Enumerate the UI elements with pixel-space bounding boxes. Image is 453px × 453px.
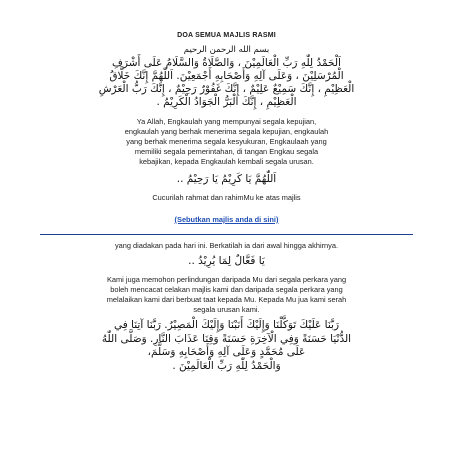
closing-arabic-line: وَالْحَمْدُ لِلّٰهِ رَبِّ الْعَالَمِيْنَ .	[172, 359, 281, 372]
closing-arabic-line: الدُّنْيَا حَسَنَةً وَفِي الْآخِرَةِ حَسَنَةً وَقِنَا عَذَابَ النَّارِ. وَصَلَّى اللّٰهُ	[101, 332, 352, 345]
closing-arabic-block	[80, 319, 373, 373]
invocation-arabic: اَللّٰهُمَّ يَا كَرِيْمُ يَا رَحِيْمُ ..	[176, 173, 277, 185]
protection-malay-line: segala urusan kami.	[193, 305, 260, 314]
protection-malay-line: melalaikan kami dari berbuat taat kepada Mu. Kepada Mu jua kami serah	[106, 295, 347, 304]
bismillah-text: بسم الله الرحمن الرحيم	[183, 45, 270, 55]
protection-malay-line: boleh mencacat celakan majlis kami dan daripada segala perkara yang	[110, 285, 343, 294]
opening-arabic-line: الْعَظِيْمِ ، إِنَّكَ الْبَرُّ الْجَوَادُ الْكَرِيْمُ .	[156, 96, 297, 108]
document-title: DOA SEMUA MAJLIS RASMI	[177, 32, 276, 39]
opening-malay-line: engkaulah yang berhak menerima segala kepujian, engkaulah	[124, 127, 329, 136]
opening-arabic-line: اَلْحَمْدُ لِلّٰهِ رَبِّ الْعَالَمِيْنَ ، وَالصَّلَاةُ وَالسَّلَامُ عَلَى أَشْرَفِ	[112, 57, 341, 69]
opening-malay-line: kebajikan, kepada Engkaulah kembali segala urusan.	[139, 157, 314, 166]
fill-in-label[interactable]: (Sebutkan majlis anda di sini)	[174, 215, 279, 224]
closing-arabic-line: رَبَّنَا عَلَيْكَ تَوَكَّلْنَا وَإِلَيْكَ أَنَبْنَا وَإِلَيْكَ الْمَصِيْرُ. رَبَّنَا آتِنَا فِي	[113, 319, 340, 331]
closing-arabic-line: عَلَى مُحَمَّدٍ وَعَلَى آلِهِ وَأَصْحَابِهِ وَسَلَّمَ،	[147, 346, 306, 358]
protection-malay-translation	[80, 275, 373, 315]
divider-line	[40, 234, 413, 235]
opening-malay-line: memiliki segala pemerintahan, di tangan Engkau segala	[134, 147, 319, 156]
invocation-malay: Cucurilah rahmat dan rahimMu ke atas majlis	[152, 193, 301, 202]
event-malay: yang diadakan pada hari ini. Berkatilah ia dari awal hingga akhirnya.	[114, 241, 339, 250]
opening-malay-translation	[80, 117, 373, 167]
opening-arabic-line: الْعَظِيْمِ ، إِنَّكَ سَمِيْعٌ عَلِيْمٌ ، إِنَّكَ غَفُوْرٌ رَحِيْمٌ ، إِنَّكَ رَبُّ الْعَرْشِ	[98, 83, 355, 95]
opening-malay-line: yang berhak menerima segala kesyukuran, Engkaulaah yang	[126, 137, 327, 146]
opening-malay-line: Ya Allah, Engkaulah yang mempunyai segala kepujian,	[136, 117, 317, 126]
opening-arabic-block	[80, 57, 373, 109]
fill-in-field[interactable]	[80, 207, 373, 226]
second-arabic: يَا فَعَّالٌ لِمَا يُرِيْدُ ..	[188, 255, 265, 267]
protection-malay-line: Kami juga memohon perlindungan daripada Mu dari segala perkara yang	[106, 275, 347, 284]
opening-arabic-line: الْمُرْسَلِيْنَ ، وَعَلَى آلِهِ وَأَصْحَابِهِ أَجْمَعِيْنَ. اَللّٰهُمَّ إِنَّكَ خَلَّاقُ	[109, 70, 344, 82]
